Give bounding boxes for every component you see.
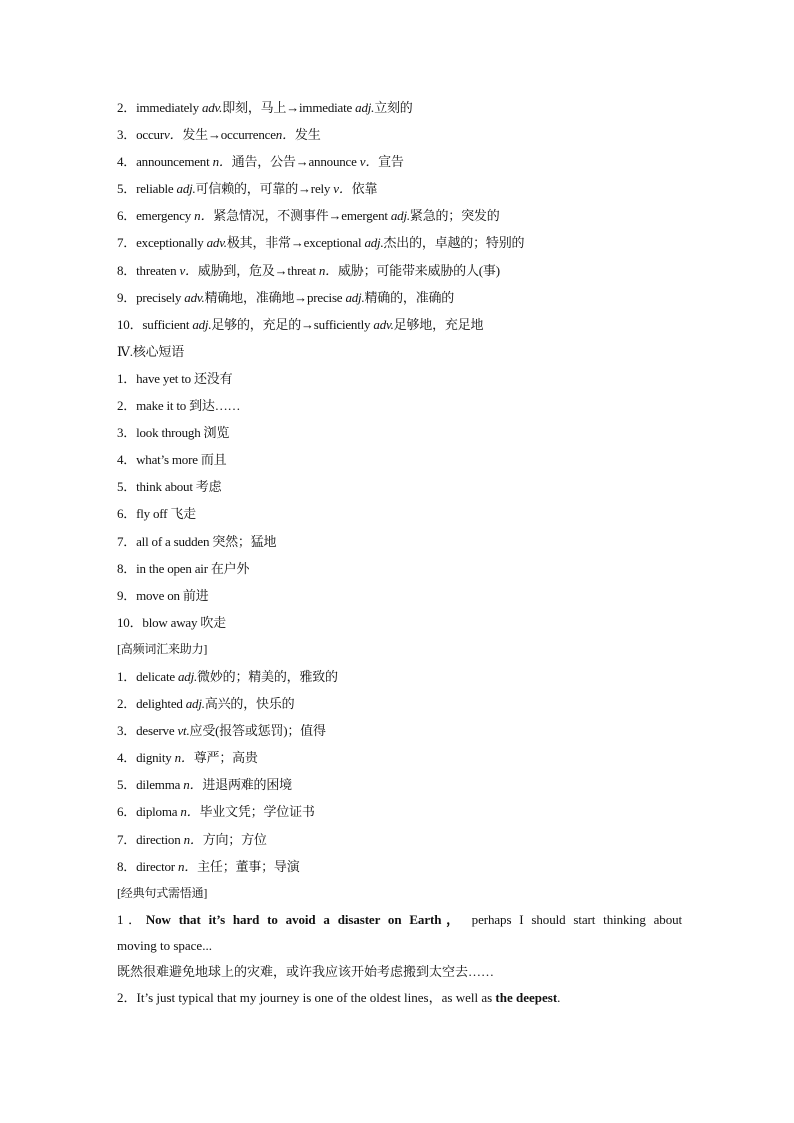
derivative-w: reliable (136, 181, 177, 197)
derivative-w: immediately (136, 100, 202, 115)
sentence-1-number: 1． (117, 911, 146, 927)
derivative-m2: 依靠 (351, 181, 378, 197)
phrase-item: 6．fly off 飞走 (117, 506, 196, 522)
vocab-n: 3． (117, 723, 137, 739)
derivative-p: n． (194, 208, 214, 224)
derivative-item (117, 94, 682, 121)
derivative-p2: adj. (390, 208, 410, 224)
phrase-item: 7．all of a sudden 突然；猛地 (117, 533, 277, 549)
derivative-item (117, 257, 682, 284)
phrase-item: 2．make it to 到达…… (117, 398, 241, 414)
vocab-item (117, 798, 682, 825)
sentence-1-bold: Now that it’s hard to avoid a disaster on Earth， (145, 911, 464, 927)
document-content (117, 94, 682, 1011)
derivative-w: occur (136, 127, 164, 143)
sentence-2-text: It’s just typical that my journey is one of the oldest lines，as well as (136, 989, 496, 1005)
derivative-m2: 精确的，准确的 (364, 289, 455, 305)
derivative-w: announcement (136, 154, 213, 170)
vocab-item (117, 771, 682, 798)
vocab-w: delighted (136, 696, 186, 712)
derivative-m2: 杰出的，卓越的；特别的 (383, 235, 525, 251)
vocab-w: diploma (136, 804, 181, 820)
vocab-list (117, 663, 682, 880)
derivative-p2: n． (318, 262, 338, 278)
derivative-n: 7． (117, 235, 137, 251)
vocab-m: 高兴的，快乐的 (204, 696, 295, 712)
vocab-w: delicate (136, 668, 178, 684)
derivative-m: 极其，非常→exceptional (226, 235, 365, 251)
derivative-item (117, 175, 682, 202)
derivative-m: 紧急情况，不测事件→emergent (213, 208, 391, 224)
derivative-item (117, 148, 682, 175)
vocab-heading: [高频词汇来助力] (117, 641, 208, 656)
vocab-p: n． (183, 831, 203, 847)
vocab-n: 5． (117, 777, 137, 793)
vocab-w: direction (136, 831, 184, 847)
vocab-item (117, 744, 682, 771)
derivative-m2: 紧急的；突发的 (409, 208, 500, 224)
phrases-heading: Ⅳ.核心短语 (117, 343, 185, 359)
phrase-item: 10．blow away 吹走 (117, 614, 226, 630)
vocab-n: 2． (117, 696, 137, 712)
sentence-2-number: 2． (117, 989, 137, 1005)
sentences-heading: [经典句式需悟通] (117, 885, 208, 900)
derivative-item (117, 284, 682, 311)
derivative-p2: v． (359, 154, 379, 170)
derivative-n: 2． (117, 100, 137, 115)
derivative-item (117, 229, 682, 256)
vocab-m: 主任；董事；导演 (197, 858, 300, 874)
derivative-m2: 威胁；可能带来威胁的人(事) (337, 262, 500, 278)
vocab-m: 尊严；高贵 (193, 750, 258, 766)
vocab-m: 方向；方位 (202, 831, 267, 847)
derivative-m2: 足够地，充足地 (393, 316, 484, 332)
sentence-1-rest: perhaps I should start thinking about (471, 911, 683, 927)
phrase-item: 8．in the open air 在户外 (117, 560, 250, 576)
derivative-item (117, 202, 682, 229)
derivative-p2: adj. (345, 289, 365, 305)
vocab-item (117, 826, 682, 853)
vocab-p: n． (180, 804, 200, 820)
phrase-item: 3．look through 浏览 (117, 425, 230, 441)
vocab-n: 8． (117, 858, 137, 874)
derivatives-list (117, 94, 682, 338)
vocab-item (117, 853, 682, 880)
vocab-p: adj. (185, 696, 205, 712)
derivative-p2: v． (333, 181, 352, 197)
derivative-p: v． (163, 127, 183, 143)
derivative-n: 8． (117, 262, 137, 278)
vocab-n: 4． (117, 750, 137, 766)
derivative-n: 9． (117, 289, 137, 305)
vocab-m: 毕业文凭；学位证书 (199, 804, 315, 820)
derivative-w: precisely (136, 289, 185, 305)
derivative-m: 精确地，准确地→precise (204, 289, 346, 305)
sentence-1-translation: 既然很难避免地球上的灾难，或许我应该开始考虑搬到太空去…… (117, 963, 495, 979)
vocab-m: 进退两难的困境 (202, 777, 292, 793)
vocab-n: 6． (117, 804, 137, 820)
derivative-item (117, 121, 682, 148)
phrase-item: 4．what’s more 而且 (117, 452, 227, 468)
derivative-p: adj. (192, 316, 212, 332)
vocab-n: 1． (117, 668, 137, 684)
derivative-p: adv. (206, 235, 227, 251)
phrases-list (117, 365, 682, 636)
derivative-p: adv. (184, 289, 205, 305)
vocab-m: 应受(报答或惩罚)；值得 (189, 723, 326, 739)
vocab-w: deserve (136, 723, 178, 739)
derivative-m2: 宣告 (378, 154, 404, 170)
derivative-w: emergency (136, 208, 195, 224)
phrase-item: 5．think about 考虑 (117, 479, 222, 495)
derivative-m: 可信赖的，可靠的→rely (195, 181, 334, 197)
phrase-item: 9．move on 前进 (117, 587, 209, 603)
derivative-w: sufficient (142, 316, 193, 332)
vocab-n: 7． (117, 831, 137, 847)
derivative-m: 发生→occurrence (182, 127, 276, 143)
derivative-p: v． (179, 262, 198, 278)
vocab-p: adj. (177, 668, 198, 684)
vocab-p: vt. (177, 723, 190, 739)
vocab-item (117, 663, 682, 690)
derivative-p2: adj. (355, 100, 375, 115)
vocab-p: n． (183, 777, 203, 793)
vocab-item (117, 717, 682, 744)
vocab-w: dilemma (136, 777, 184, 793)
derivative-m: 通告，公告→announce (231, 154, 360, 170)
vocab-p: n． (177, 858, 198, 874)
derivative-m: 威胁到，危及→threat (197, 262, 319, 278)
sentence-1-line-1 (117, 907, 682, 933)
derivative-m2: 立刻的 (374, 100, 413, 115)
derivative-p2: adv. (373, 316, 394, 332)
sentence-1-line-2: moving to space... (117, 937, 212, 953)
vocab-item (117, 690, 682, 717)
derivative-w: exceptionally (136, 235, 207, 251)
derivative-m: 足够的，充足的→sufficiently (211, 316, 374, 332)
derivative-n: 4． (117, 154, 137, 170)
derivative-p2: adj. (364, 235, 384, 251)
derivative-n: 3． (117, 127, 137, 143)
derivative-m: 即刻，马上→immediate (222, 100, 356, 115)
vocab-p: n． (174, 750, 194, 766)
derivative-p2: n． (275, 127, 295, 143)
derivative-n: 10． (117, 316, 143, 332)
phrase-item: 1．have yet to 还没有 (117, 370, 233, 386)
derivative-n: 5． (117, 181, 137, 197)
derivative-m2: 发生 (294, 127, 321, 143)
derivative-p: n． (212, 154, 232, 170)
derivative-p: adv. (201, 100, 223, 115)
derivative-n: 6． (117, 208, 137, 224)
vocab-w: director (136, 858, 178, 874)
derivative-item (117, 311, 682, 338)
sentence-2 (117, 985, 682, 1011)
derivative-w: threaten (136, 262, 180, 278)
sentence-2-bold: the deepest (495, 989, 558, 1005)
vocab-w: dignity (136, 750, 175, 766)
sentence-2-end: . (557, 989, 561, 1005)
derivative-p: adj. (176, 181, 196, 197)
vocab-m: 微妙的；精美的，雅致的 (197, 668, 338, 684)
